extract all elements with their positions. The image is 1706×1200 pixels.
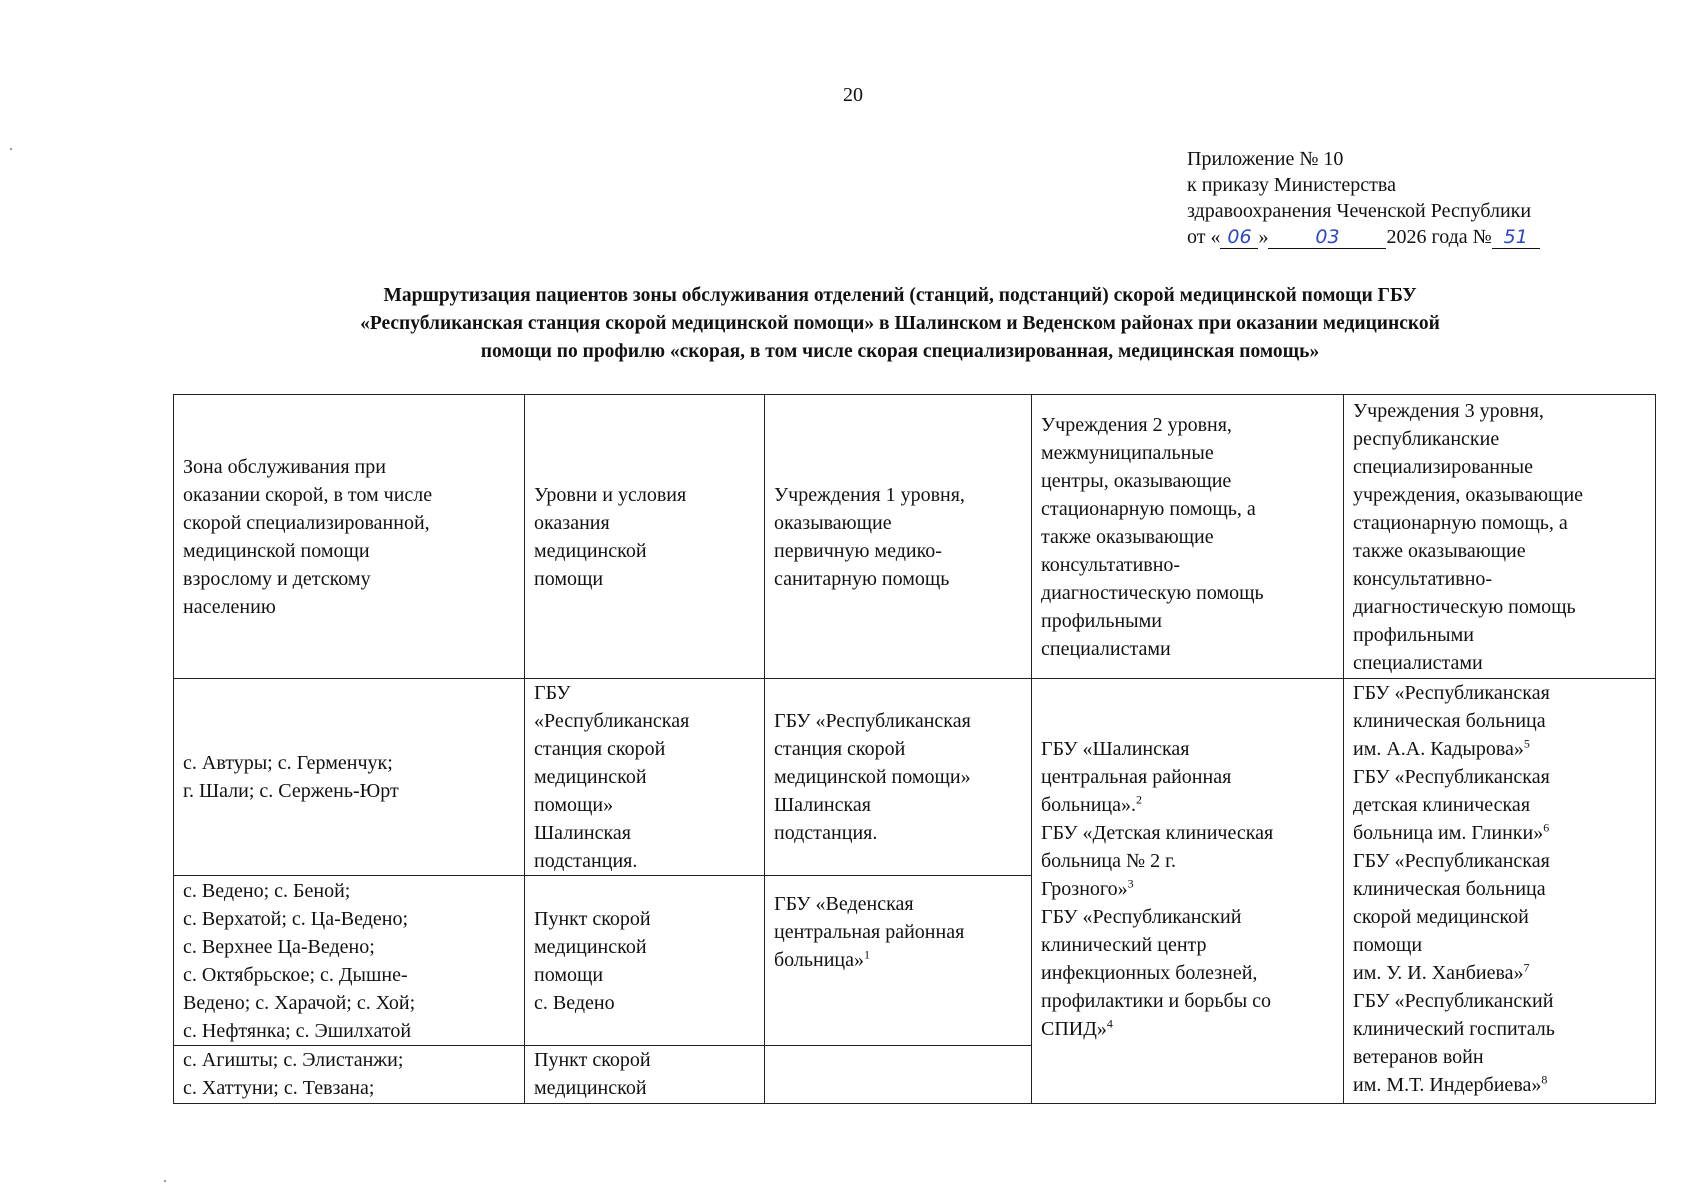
level3-line: детская клиническая — [1353, 794, 1531, 816]
cell-line: скорой специализированной, — [183, 511, 430, 534]
level2-line: инфекционных болезней, — [1041, 962, 1258, 984]
cell-line: Шалинская — [774, 794, 871, 816]
row1-service-zone — [174, 679, 525, 876]
cell-line: Пункт скорой — [534, 1049, 651, 1071]
cell-line: медицинской — [534, 935, 647, 958]
row2-levels-conditions — [525, 876, 765, 1046]
cell-line: с. Агишты; с. Элистанжи; — [183, 1049, 404, 1071]
footnote-ref: 6 — [1543, 820, 1550, 835]
cell-line: ГБУ «Республиканская — [774, 710, 971, 732]
cell-line: Уровни и условия — [534, 483, 687, 506]
level3-line: ГБУ «Республиканский — [1353, 990, 1554, 1012]
cell-line: станция скорой — [534, 738, 666, 760]
cell-line: диагностическую помощь — [1041, 581, 1264, 604]
cell-line: медицинской помощи — [183, 539, 370, 562]
document-title — [180, 282, 1620, 366]
title-line-1: Маршрутизация пациентов зоны обслуживания отделений (станций, подстанций) скорой медицинской помощи ГБУ — [383, 285, 1417, 306]
appendix-line-3: здравоохранения Чеченской Республики — [1187, 200, 1532, 222]
cell-line: с. Октябрьское; с. Дышне- — [183, 963, 408, 986]
cell-line: медицинской — [534, 1077, 647, 1099]
row3-level-1 — [765, 1046, 1032, 1104]
cell-line: профильными — [1041, 609, 1162, 632]
level2-line: клинический центр — [1041, 934, 1207, 956]
row2-service-zone — [174, 876, 525, 1046]
cell-line: с. Верхнее Ца-Ведено; — [183, 935, 375, 958]
date-prefix: от « — [1187, 226, 1221, 248]
cell-line: медицинской — [534, 766, 647, 788]
cell-line: санитарную помощь — [774, 567, 950, 590]
scan-speck — [164, 1180, 166, 1182]
level2-line: ГБУ «Детская клиническая — [1041, 822, 1274, 844]
row2-level1-last: больница»$^1$ — [774, 947, 870, 971]
level3-line: больница им. Глинки»$^6$ — [1353, 820, 1550, 844]
date-year-text: 2026 года № — [1386, 226, 1492, 248]
footnote-ref: 4 — [1106, 1016, 1113, 1031]
level2-line: профилактики и борьбы со — [1041, 990, 1272, 1012]
row3-service-zone — [174, 1046, 525, 1104]
level-3-institutions — [1344, 679, 1656, 1104]
cell-line: центры, оказывающие — [1041, 469, 1232, 492]
cell-line: специализированные — [1353, 455, 1533, 478]
header-service-zone — [174, 395, 525, 679]
cell-line: Шалинская — [534, 822, 631, 844]
footnote-ref: 2 — [1136, 792, 1142, 807]
header-row — [174, 395, 1656, 679]
cell-line: специалистами — [1041, 637, 1171, 660]
cell-line: г. Шали; с. Сержень-Юрт — [183, 780, 399, 802]
cell-line: республиканские — [1353, 427, 1500, 450]
level3-line: ГБУ «Республиканская — [1353, 850, 1550, 872]
cell-line: с. Ведено — [534, 991, 615, 1014]
handwritten-order-number: 51 — [1492, 226, 1540, 249]
level3-line: скорой медицинской — [1353, 906, 1529, 928]
level2-line: больница № 2 г. — [1041, 850, 1177, 872]
row3-levels-conditions — [525, 1046, 765, 1104]
cell-line: диагностическую помощь — [1353, 595, 1576, 618]
title-line-2: «Республиканская станция скорой медицинской помощи» в Шалинском и Веденском районах при оказании медицинской — [360, 313, 1440, 334]
cell-line: консультативно- — [1353, 567, 1493, 590]
level2-line: больница».$^2$ — [1041, 792, 1142, 816]
cell-line: подстанция. — [774, 822, 878, 844]
appendix-date-line — [1187, 224, 1687, 250]
cell-line: профильными — [1353, 623, 1474, 646]
appendix-header — [1187, 146, 1687, 250]
level2-line: СПИД»$^4$ — [1041, 1016, 1113, 1040]
level2-line: ГБУ «Шалинская — [1041, 738, 1190, 760]
date-mid: » — [1258, 226, 1269, 248]
cell-line: Учреждения 1 уровня, — [774, 483, 965, 506]
cell-line: также оказывающие — [1041, 525, 1214, 548]
cell-line: Учреждения 2 уровня, — [1041, 413, 1232, 436]
cell-line: с. Нефтянка; с. Эшилхатой — [183, 1019, 412, 1042]
header-level-2 — [1032, 395, 1344, 679]
cell-line: консультативно- — [1041, 553, 1181, 576]
level3-line: клиническая больница — [1353, 878, 1546, 900]
cell-line: также оказывающие — [1353, 539, 1526, 562]
cell-line: ГБУ — [534, 682, 571, 704]
cell-line: учреждения, оказывающие — [1353, 483, 1584, 506]
footnote-ref: 7 — [1523, 960, 1530, 975]
level2-line: Грозного»$^3$ — [1041, 876, 1134, 900]
cell-line: Учреждения 3 уровня, — [1353, 399, 1544, 422]
handwritten-day: 06 — [1220, 226, 1258, 249]
cell-line: помощи — [534, 963, 604, 986]
cell-line: стационарную помощь, а — [1353, 511, 1568, 534]
cell-line: помощи — [534, 567, 604, 590]
cell-line: «Республиканская — [534, 710, 690, 732]
row1-levels-conditions — [525, 679, 765, 876]
cell-line: помощи» — [534, 794, 614, 816]
level2-line: центральная районная — [1041, 766, 1232, 788]
cell-line: с. Верхатой; с. Ца-Ведено; — [183, 907, 409, 930]
cell-line: Пункт скорой — [534, 907, 651, 930]
footnote-ref: 8 — [1541, 1072, 1548, 1087]
level3-line: им. М.Т. Индербиева»$^8$ — [1353, 1072, 1548, 1096]
row1-level-1 — [765, 679, 1032, 876]
cell-line: оказания — [534, 511, 610, 534]
cell-line: медицинской помощи» — [774, 766, 971, 788]
header-level-3 — [1344, 395, 1656, 679]
cell-line: станция скорой — [774, 738, 906, 760]
cell-line: межмуниципальные — [1041, 441, 1214, 464]
level3-line: ветеранов войн — [1353, 1046, 1484, 1068]
footnote-ref: 3 — [1127, 876, 1134, 891]
level3-line: ГБУ «Республиканская — [1353, 682, 1550, 704]
level3-line: клинический госпиталь — [1353, 1018, 1555, 1040]
handwritten-month: 03 — [1268, 226, 1386, 249]
cell-line: стационарную помощь, а — [1041, 497, 1256, 520]
cell-line: подстанция. — [534, 850, 638, 872]
footnote-ref: 1 — [864, 947, 870, 962]
cell-line: специалистами — [1353, 651, 1483, 674]
level3-line: помощи — [1353, 934, 1423, 956]
level3-line: клиническая больница — [1353, 710, 1546, 732]
appendix-line-1: Приложение № 10 — [1187, 148, 1344, 170]
title-line-3: помощи по профилю «скорая, в том числе скорая специализированная, медицинская помощь» — [480, 341, 1320, 362]
cell-line: Зона обслуживания при — [183, 455, 386, 478]
cell-line: Ведено; с. Харачой; с. Хой; — [183, 991, 416, 1014]
level3-line: им. А.А. Кадырова»$^5$ — [1353, 736, 1530, 760]
header-levels-conditions — [525, 395, 765, 679]
cell-line: центральная районная — [774, 921, 965, 943]
level3-line: ГБУ «Республиканская — [1353, 766, 1550, 788]
cell-line: медицинской — [534, 539, 647, 562]
scan-speck — [10, 148, 12, 150]
cell-line: оказывающие — [774, 511, 892, 534]
level3-line: им. У. И. Ханбиева»$^7$ — [1353, 960, 1530, 984]
cell-line: оказании скорой, в том числе — [183, 483, 433, 506]
cell-line: с. Ведено; с. Беной; — [183, 879, 351, 902]
footnote-ref: 5 — [1523, 736, 1530, 751]
routing-table — [173, 394, 1656, 1104]
level-2-institutions — [1032, 679, 1344, 1104]
page-number: 20 — [843, 84, 863, 106]
cell-line: ГБУ «Веденская — [774, 893, 914, 915]
cell-line: с. Хаттуни; с. Тевзана; — [183, 1077, 375, 1099]
cell-line: первичную медико- — [774, 539, 942, 562]
cell-line: с. Автуры; с. Герменчук; — [183, 752, 393, 774]
header-level-1 — [765, 395, 1032, 679]
level2-line: ГБУ «Республиканский — [1041, 906, 1242, 928]
row2-level-1 — [765, 876, 1032, 1046]
appendix-line-2: к приказу Министерства — [1187, 174, 1396, 196]
cell-line: населению — [183, 595, 276, 618]
table-row — [174, 679, 1656, 876]
cell-line: взрослому и детскому — [183, 567, 371, 590]
